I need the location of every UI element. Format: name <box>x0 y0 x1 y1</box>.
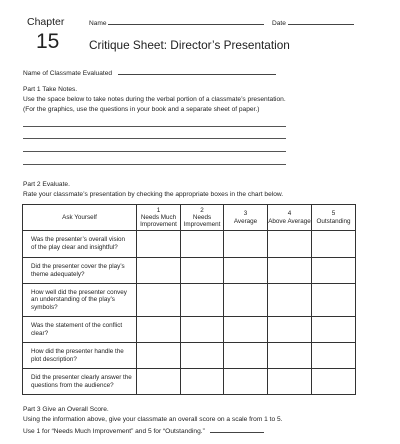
name-underline[interactable] <box>108 18 264 25</box>
evaluation-table <box>22 204 356 395</box>
rating-cell[interactable] <box>181 258 224 284</box>
rating-cell[interactable] <box>268 284 312 317</box>
score-field[interactable] <box>23 426 264 435</box>
column-header: 3 Average <box>224 205 268 231</box>
rating-cell[interactable] <box>268 317 312 343</box>
rating-cell[interactable] <box>224 369 268 395</box>
rating-cell[interactable] <box>137 343 181 369</box>
rating-cell[interactable] <box>312 369 356 395</box>
score-underline[interactable] <box>210 426 264 433</box>
classmate-underline[interactable] <box>118 68 276 75</box>
column-header: 2 Needs Improvement <box>181 205 224 231</box>
part2-instruction: Rate your classmate’s presentation by checking the appropriate boxes in the chart below. <box>23 191 284 198</box>
table-header-row <box>23 205 356 231</box>
question-cell: Was the statement of the conflict clear? <box>23 317 137 343</box>
notes-line[interactable] <box>23 164 286 165</box>
rating-cell[interactable] <box>268 231 312 258</box>
rating-cell[interactable] <box>137 284 181 317</box>
part2-heading: Part 2 Evaluate. <box>23 181 70 188</box>
question-cell: Was the presenter’s overall vision of the play clear and insightful? <box>23 231 137 258</box>
rating-cell[interactable] <box>224 284 268 317</box>
date-underline[interactable] <box>288 18 354 25</box>
table-row <box>23 369 356 395</box>
rating-cell[interactable] <box>137 317 181 343</box>
table-row <box>23 284 356 317</box>
rating-cell[interactable] <box>224 343 268 369</box>
rating-cell[interactable] <box>312 343 356 369</box>
rating-cell[interactable] <box>312 231 356 258</box>
page-title: Critique Sheet: Director’s Presentation <box>89 38 290 52</box>
notes-line[interactable] <box>23 138 286 139</box>
rating-cell[interactable] <box>312 258 356 284</box>
rating-cell[interactable] <box>137 231 181 258</box>
rating-cell[interactable] <box>137 369 181 395</box>
table-row <box>23 343 356 369</box>
name-field[interactable] <box>89 18 264 27</box>
part3-heading: Part 3 Give an Overall Score. <box>23 406 109 413</box>
question-cell: Did the presenter clearly answer the questions from the audience? <box>23 369 137 395</box>
column-header: 5 Outstanding <box>312 205 356 231</box>
rating-cell[interactable] <box>181 231 224 258</box>
rating-cell[interactable] <box>312 284 356 317</box>
rating-cell[interactable] <box>181 343 224 369</box>
question-cell: Did the presenter cover the play’s theme adequately? <box>23 258 137 284</box>
table-row <box>23 317 356 343</box>
date-field[interactable] <box>272 18 354 27</box>
question-cell: How well did the presenter convey an understanding of the play’s symbols? <box>23 284 137 317</box>
rating-cell[interactable] <box>181 317 224 343</box>
ask-yourself-header: Ask Yourself <box>23 205 137 231</box>
table-row <box>23 258 356 284</box>
part1-heading: Part 1 Take Notes. <box>23 86 78 93</box>
part3-instruction: Using the information above, give your classmate an overall score on a scale from 1 to 5. <box>23 416 283 423</box>
rating-cell[interactable] <box>181 369 224 395</box>
classmate-field[interactable] <box>23 68 276 77</box>
rating-cell[interactable] <box>268 343 312 369</box>
rating-cell[interactable] <box>312 317 356 343</box>
rating-cell[interactable] <box>137 258 181 284</box>
rating-cell[interactable] <box>224 258 268 284</box>
column-header: 1 Needs Much Improvement <box>137 205 181 231</box>
chapter-number: 15 <box>36 30 60 53</box>
part1-instruction: Use the space below to take notes during the verbal portion of a classmate’s presentation. <box>23 96 286 103</box>
notes-line[interactable] <box>23 151 286 152</box>
rating-cell[interactable] <box>224 231 268 258</box>
date-label: Date <box>272 20 286 27</box>
table-row <box>23 231 356 258</box>
chapter-label: Chapter <box>27 16 65 28</box>
name-label: Name <box>89 20 107 27</box>
rating-cell[interactable] <box>268 258 312 284</box>
classmate-label: Name of Classmate Evaluated <box>23 70 113 77</box>
notes-line[interactable] <box>23 126 286 127</box>
question-cell: How did the presenter handle the plot description? <box>23 343 137 369</box>
part3-instruction-scale: Use 1 for “Needs Much Improvement” and 5 for “Outstanding.” <box>23 428 205 435</box>
column-header: 4 Above Average <box>268 205 312 231</box>
rating-cell[interactable] <box>268 369 312 395</box>
rating-cell[interactable] <box>181 284 224 317</box>
rating-cell[interactable] <box>224 317 268 343</box>
part1-instruction-note: (For the graphics, use the questions in your book and a separate sheet of paper.) <box>23 106 260 113</box>
